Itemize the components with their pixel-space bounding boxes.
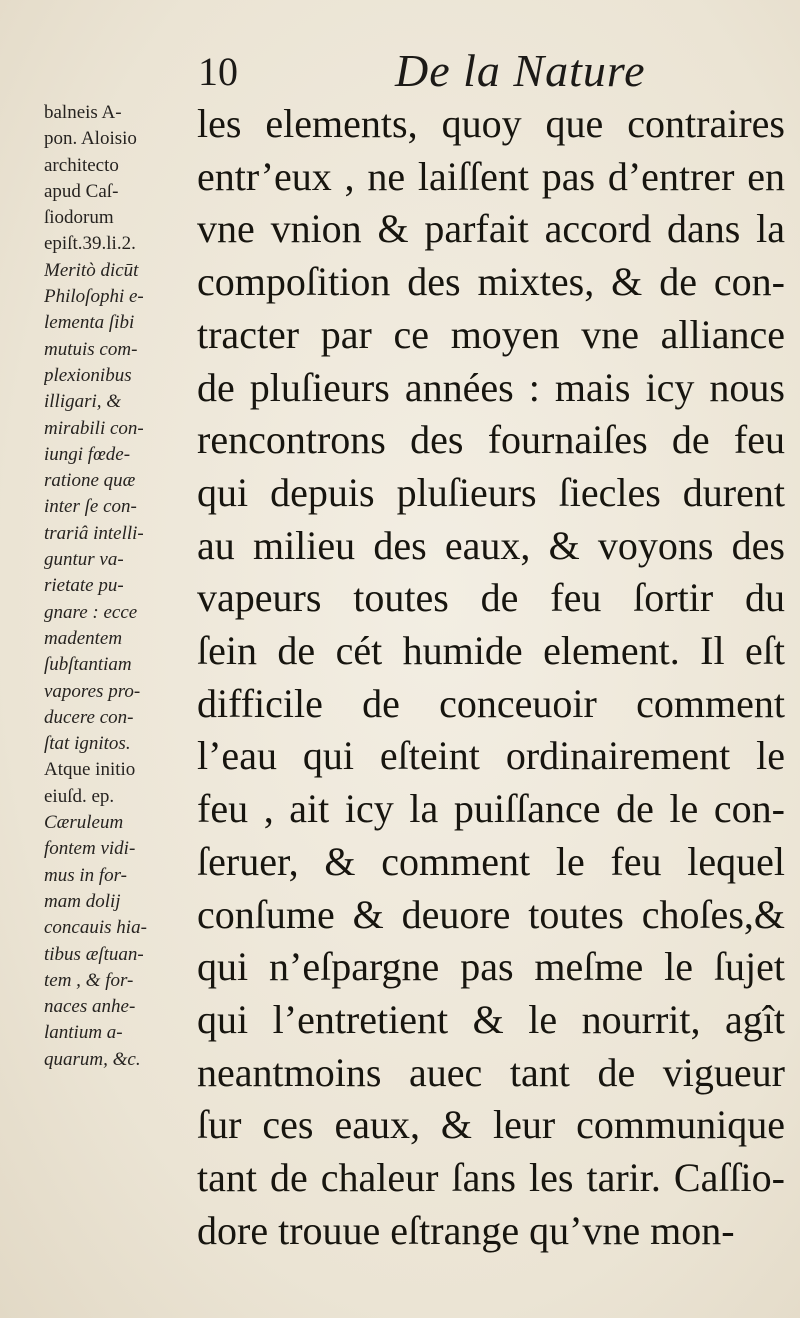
marginal-note-line: mirabili con- — [44, 417, 144, 439]
body-text-line: tracter par ce moyen vne alliance — [197, 311, 785, 357]
marginal-note-line: rietate pu- — [44, 575, 124, 597]
marginal-note-line: inter ſe con- — [44, 496, 137, 518]
marginal-note — [44, 100, 194, 1073]
marginal-note-line: guntur va- — [44, 549, 124, 571]
body-text-line: rencontrons des fournaiſes de feu — [197, 417, 785, 463]
marginal-note-line: ducere con- — [44, 706, 134, 728]
marginal-note-line: madentem — [44, 627, 123, 649]
running-title: De la Nature — [395, 45, 646, 96]
marginal-note-line: iungi fœde- — [44, 443, 131, 465]
marginal-note-line: Atque initio — [44, 759, 136, 781]
marginal-note-line: gnare : ecce — [44, 601, 138, 623]
marginal-note-line: concauis hia- — [44, 917, 147, 939]
marginal-note-line: tibus æſtuan- — [44, 943, 144, 965]
body-text-line: ſur ces eaux, & leur communique — [197, 1102, 785, 1148]
marginal-note-line: quarum, &c. — [44, 1048, 141, 1070]
body-text-line: difficile de conceuoir comment — [197, 680, 785, 726]
body-text-line: de pluſieurs années : mais icy nous — [197, 364, 785, 410]
marginal-note-line: fontem vidi- — [44, 838, 136, 860]
marginal-note-line: tem , & for- — [44, 969, 134, 991]
marginal-note-line: naces anhe- — [44, 996, 136, 1018]
body-text-line: qui n’eſpargne pas meſme le ſujet — [197, 944, 785, 990]
body-text-line: ſeruer, & comment le feu lequel — [197, 838, 785, 884]
marginal-note-line: mutuis com- — [44, 338, 138, 360]
body-text-line: compoſition des mixtes, & de con- — [197, 259, 785, 305]
marginal-note-line: trariâ intelli- — [44, 522, 144, 544]
marginal-note-line: architecto — [44, 154, 119, 176]
marginal-note-line: mam dolij — [44, 890, 121, 912]
marginal-note-line: lantium a- — [44, 1022, 123, 1044]
marginal-note-line: lementa ſibi — [44, 312, 135, 334]
running-head — [190, 38, 750, 98]
body-text-line: au milieu des eaux, & voyons des — [197, 522, 785, 568]
body-text-line: qui depuis pluſieurs ſiecles durent — [197, 469, 785, 515]
body-text-line: neantmoins auec tant de vigueur — [197, 1049, 785, 1095]
marginal-note-line: pon. Aloisio — [44, 128, 137, 150]
marginal-note-line: vapores pro- — [44, 680, 141, 702]
marginal-note-line: Cæruleum — [44, 812, 124, 834]
body-text-line: dore trouue eſtrange qu’vne mon- — [197, 1207, 735, 1253]
marginal-note-line: illigari, & — [44, 391, 122, 413]
body-text-line: qui l’entretient & le nourrit, agît — [197, 996, 785, 1042]
marginal-note-line: ſiodorum — [44, 207, 114, 229]
marginal-note-line: ſtat ignitos. — [44, 733, 131, 755]
marginal-note-line: apud Caſ- — [44, 180, 119, 202]
body-text-line: vapeurs toutes de feu ſortir du — [197, 575, 785, 621]
body-text-line: les elements, quoy que contraires — [197, 101, 785, 146]
marginal-note-line: Meritò dicūt — [44, 259, 139, 281]
marginal-note-line: plexionibus — [44, 364, 132, 386]
body-text-line: feu , ait icy la puiſſance de le con- — [197, 786, 785, 832]
body-text-line: l’eau qui eſteint ordinairement le — [197, 733, 785, 779]
body-text-line: vne vnion & parfait accord dans la — [197, 206, 785, 252]
marginal-note-line: Philoſophi e- — [44, 286, 144, 308]
marginal-note-line: ſubſtantiam — [44, 654, 132, 676]
marginal-note-line: mus in for- — [44, 864, 128, 886]
marginal-note-line: eiuſd. ep. — [44, 785, 115, 807]
marginal-note-line: balneis A- — [44, 102, 122, 123]
body-text-line: conſume & deuore toutes choſes,& — [197, 891, 785, 937]
body-text-line: entr’eux , ne laiſſent pas d’entrer en — [197, 153, 785, 199]
body-text-line: tant de chaleur ſans les tarir. Caſſio- — [197, 1155, 785, 1201]
body-text-line: ſein de cét humide element. Il eſt — [197, 628, 785, 674]
marginal-note-line: epiſt.39.li.2. — [44, 233, 136, 255]
body-text — [197, 98, 797, 1257]
page-number: 10 — [198, 49, 238, 94]
marginal-note-line: ratione quæ — [44, 470, 136, 492]
